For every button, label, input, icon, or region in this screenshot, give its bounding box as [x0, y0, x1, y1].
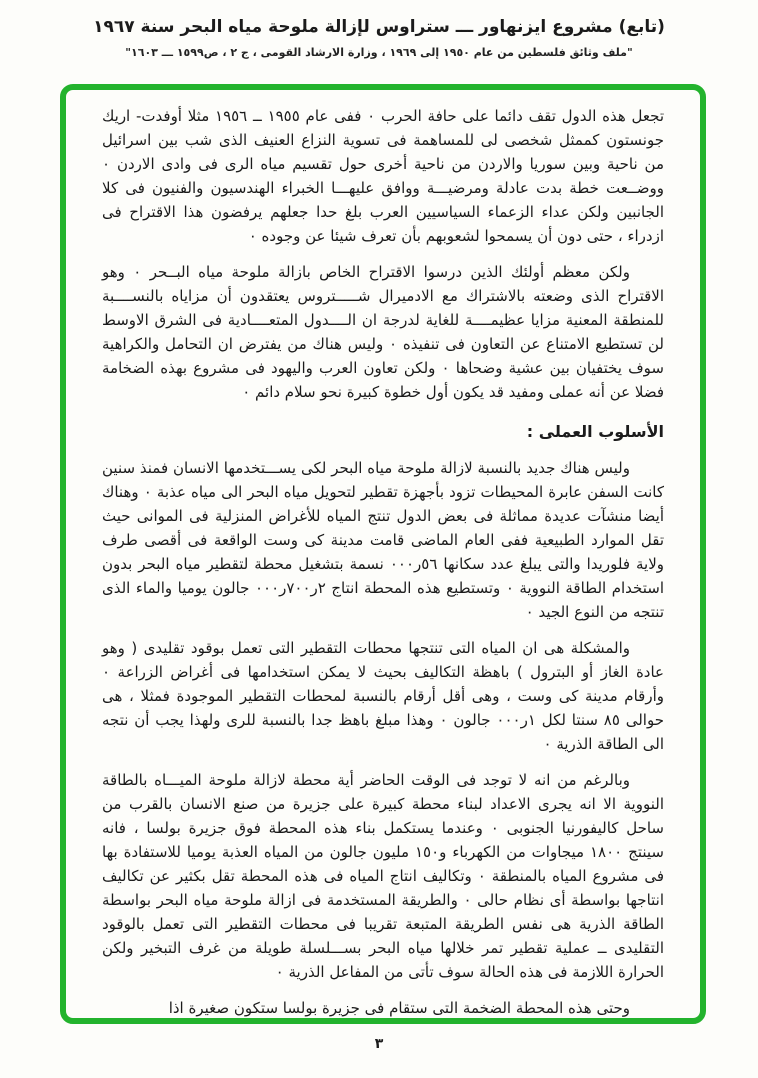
document-title: (تابع) مشروع ايزنهاور ـــ ستراوس لإزالة ملوحة مياه البحر سنة ١٩٦٧	[93, 17, 665, 37]
body-paragraph: وليس هناك جديد بالنسبة لازالة ملوحة مياه البحر لكى يســـتخدمها الانسان فمنذ سنين كانت السفن عابرة المحيطات تزود بأجهزة تقطير لتحويل مياه البحر الى مياه عذبة ٠ وهناك أيضا منشآت عديدة مماثلة فى بعض الدول تنتج المياه للأغراض المنزلية فى الموانى حيث تقل الموارد الطبيعية ففى العام الماضى قامت مدينة كى وست الواقعة فى أقصى طرف ولاية فلوريدا والتى يبلغ عدد سكانها ٥٦ر٠٠٠ نسمة بتشغيل محطة لتقطير مياه البحر بدون استخدام الطاقة النووية ٠ وتستطيع هذه المحطة انتاج ٢ر٧٠٠ر٠٠٠ جالون يوميا والماء الذى تنتجه من النوع الجيد ٠	[102, 459, 665, 621]
page-number: ٣	[374, 1036, 384, 1052]
body-paragraph: تجعل هذه الدول تقف دائما على حافة الحرب ٠ ففى عام ١٩٥٥ ــ ١٩٥٦ مثلا أوفدت- اريك جونستون كممثل شخصى لى للمساهمة فى تسوية النزاع العنيف الذى شب بين اسرائيل من ناحية وبين سوريا والاردن من ناحية أخرى حول تقسيم مياه الرى فى وادى الاردن ٠ ووضــعت خطة بدت عادلة ومرضيـــة ووافق عليهـــا الخبراء الهندسيون والفنيون فى كلا الجانبين ولكن عداء الزعماء السياسيين العرب بلغ حدا جعلهم يرفضون هذا الاقتراح فى ازدراء ، حتى دون أن يسمحوا لشعوبهم بأن تعرف شيئا عن وجوده ٠	[102, 107, 664, 245]
section-heading: الأسلوب العملى :	[526, 422, 664, 441]
body-paragraph: وحتى هذه المحطة الضخمة التى ستقام فى جزيرة بولسا ستكون صغيرة اذا	[168, 999, 630, 1017]
body-paragraph: ولكن معظم أولئك الذين درسوا الاقتراح الخاص بازالة ملوحة مياه البــحر ٠ وهو الاقتراح الذى وضعته بالاشتراك مع الادميرال شـــــتروس يعتقدون أن مزاياه بالنســــبة للمنطقة المعنية مزايا عظيمــــة للغاية لدرجة ان الــــدول المتعــــادية فى الشرق الاوسط لن تستطيع الامتناع عن التعاون فى تنفيذه ٠ وليس هناك من يفترض ان التحامل والكراهية سوف يختفيان بين عشية وضحاها ٠ ولكن تعاون العرب واليهود فى مشروع بهذه الضخامة فضلا عن أنه عملى ومفيد قد يكون أول خطوة كبيرة نحو سلام دائم ٠	[102, 263, 664, 401]
body-paragraph: والمشكلة هى ان المياه التى تنتجها محطات التقطير التى تعمل بوقود تقليدى ( وهو عادة الغاز أو البترول ) باهظة التكاليف بحيث لا يمكن استخدامها فى أغراض الزراعة ٠ وأرقام مدينة كى وست ، وهى أقل أرقام بالنسبة لمحطات التقطير الموجودة فمثلا ، هى حوالى ٨٥ سنتا لكل ١ر٠٠٠ جالون ٠ وهذا مبلغ باهظ جدا بالنسبة للرى ولهذا يجب أن نتجه الى الطاقة الذرية ٠	[102, 639, 664, 753]
content-frame	[60, 84, 706, 1024]
document-body	[66, 90, 700, 1020]
document-source-citation: "ملف وثائق فلسطين من عام ١٩٥٠ إلى ١٩٦٩ ، وزارة الارشاد القومى ، ج ٢ ، ص١٥٩٩ ـــ ١٦٠٣"	[125, 45, 633, 59]
document-header	[0, 0, 758, 59]
body-paragraph: وبالرغم من انه لا توجد فى الوقت الحاضر أية محطة لازالة ملوحة الميـــاه بالطاقة النووية الا انه يجرى الاعداد لبناء محطة كبيرة على جزيرة من صنع الانسان بالقرب من ساحل كاليفورنيا الجنوبى ٠ وعندما يستكمل بناء هذه المحطة فوق جزيرة بولسا ، فانه سينتج ١٨٠٠ ميجاوات من الكهرباء و١٥٠ مليون جالون من المياه العذبة يوميا للاستفادة بها فى مشروع المياه بالمنطقة ٠ وتكاليف انتاج المياه فى هذه المحطة تقل بكثير عن تكاليف انتاجها بواسطة أى نظام حالى ٠ والطريقة المستخدمة فى ازالة ملوحة مياه البحر بواسطة الطاقة الذرية هى نفس الطريقة المتبعة تقريبا فى محطات التقطير التى تعمل بالوقود التقليدى ــ عملية تقطير تمر خلالها مياه البحر بســـلسلة طويلة من غرف التبخير ولكن الحرارة اللازمة فى هذه الحالة سوف تأتى من المفاعل الذرية ٠	[102, 771, 665, 981]
